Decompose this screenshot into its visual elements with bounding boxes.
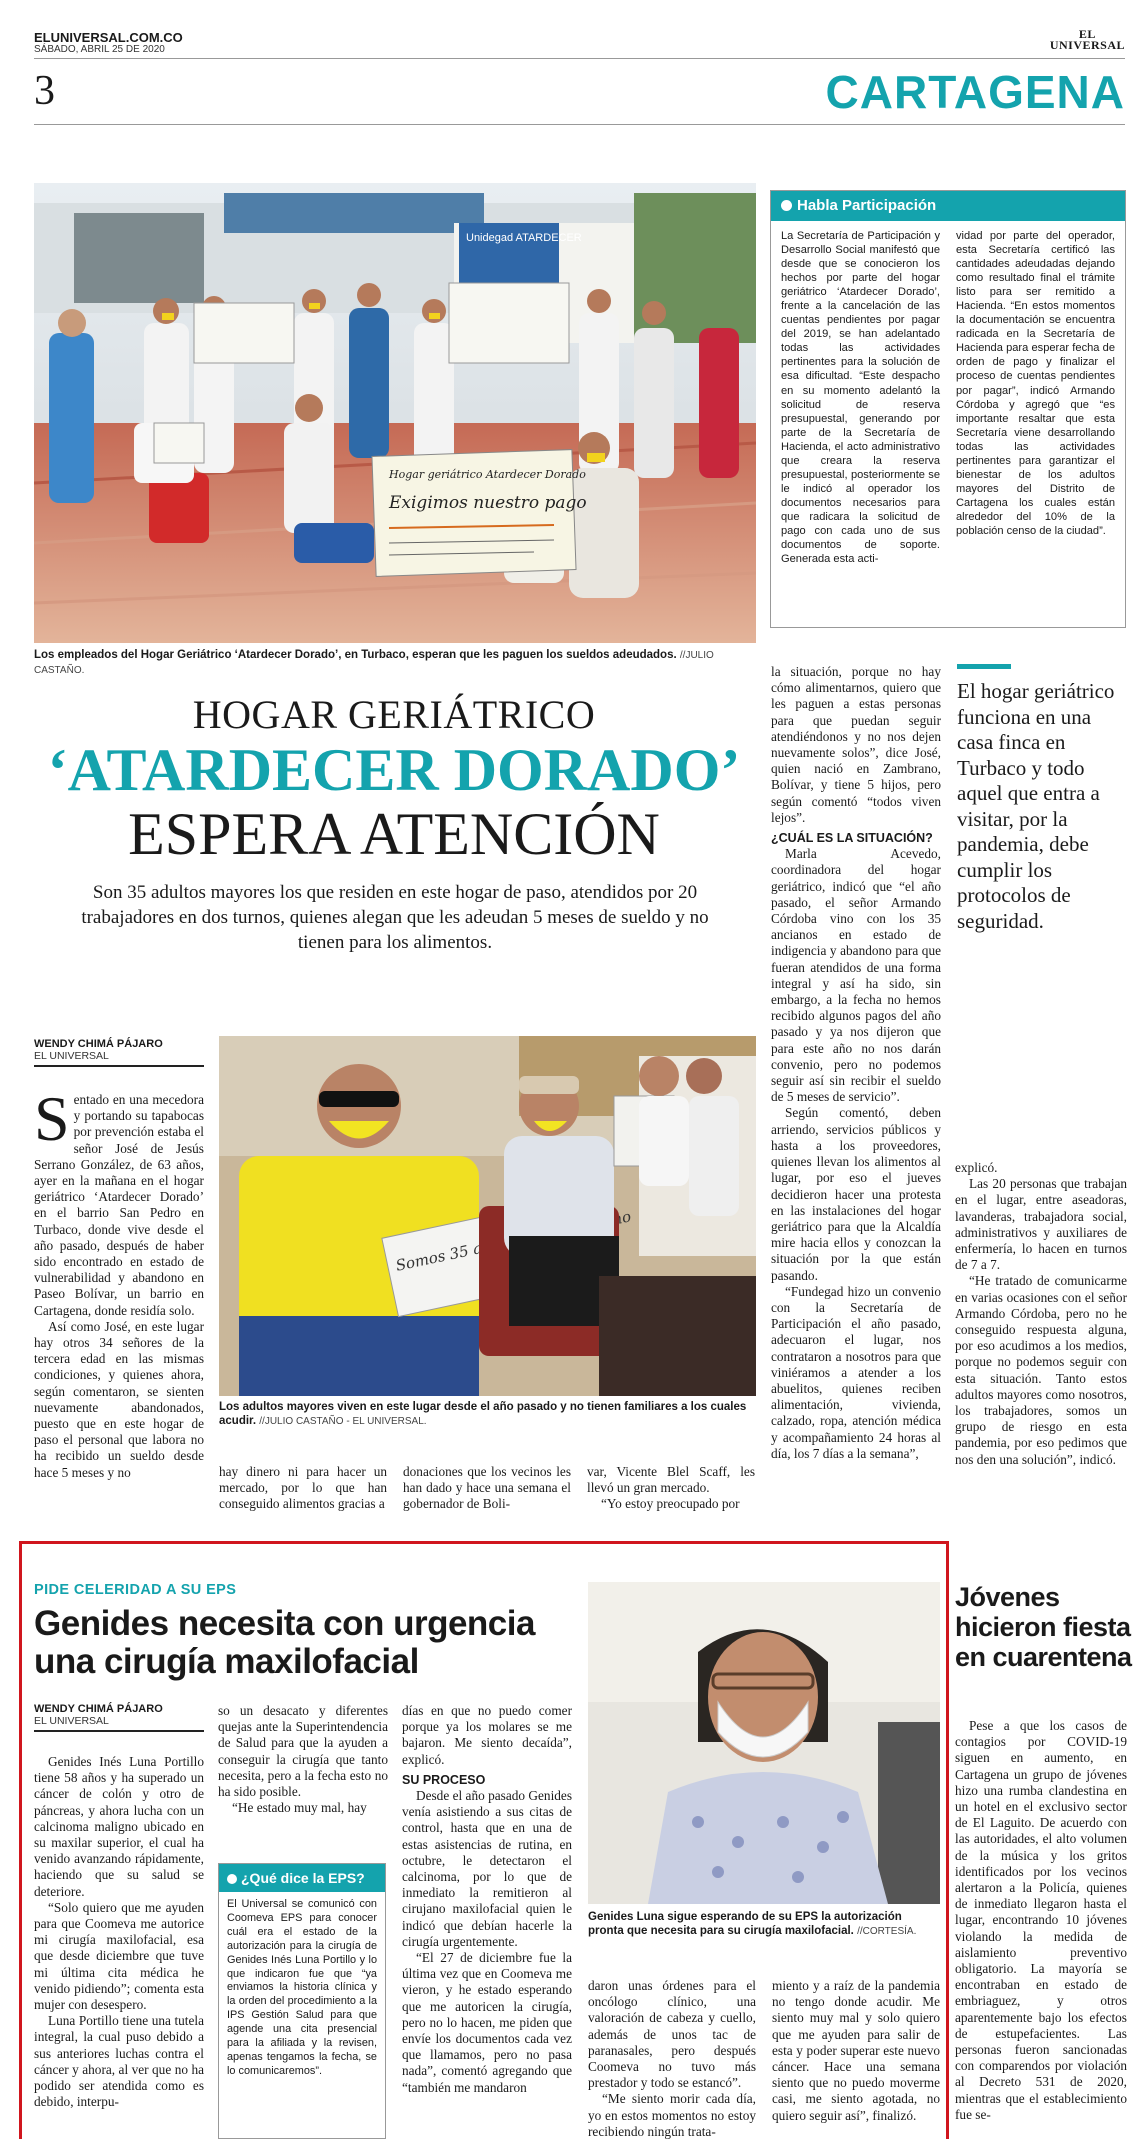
habla-title: Habla Participación: [797, 197, 937, 214]
article1-col5: [771, 664, 941, 1476]
article1-subhead: ¿CUÁL ES LA SITUACIÓN?: [771, 831, 933, 846]
article1-byline: [34, 1038, 204, 1067]
article2-col3-p2: Desde el año pasado Genides venía asistiendo a sus citas de control, hasta que en una de estas asistencias de rutina, en octubre, le detectaron el calcinoma, por lo que de inmediato la remitieron al cirujano maxilofacial quien le indicó que debían hacerle la cirugía urgentemente.: [402, 1788, 572, 1949]
site-url: ELUNIVERSAL.COM.CO: [34, 30, 183, 45]
article1-kicker: HOGAR GERIÁTRICO: [192, 692, 596, 737]
article1-col1-p2: Así como José, en este lugar hay otros 34 señores de la tercera edad en las mismas condiciones, y quienes ahora, según comentaron, se sienten nuevamente abandonados, puesto que en este hogar de paso el personal que labora no ha recibido un sueldo desde hace 5 meses y no: [34, 1318, 204, 1480]
habla-col2: vidad por parte del operador, esta Secretaría certificó las cantidades adeudadas dejando como resultado final el trámite listo para ser remitido a Hacienda. “En estos momentos la documentación se encuentra radicada en la Secretaría de Hacienda para esperar fecha de orden de pago y finalizar el proceso de cuentas pendientes por pagar”, indicó Armando Córdoba y agregó que “es importante resaltar que esta Secretaría viene desarrollando todas las actividades pertinentes para garantizar el bienestar de los adultos mayores del Distrito de Cartagena los cuales están alrededor del 10% de la población censo de la ciudad”.: [956, 230, 1115, 537]
article2-byline: [34, 1703, 204, 1732]
article2-headline: Genides necesita con urgencia una cirugía maxilofacial: [34, 1604, 535, 1681]
elders-photo: [219, 1036, 756, 1396]
logo-bottom: UNIVERSAL: [1049, 38, 1125, 52]
bullet-icon: [227, 1874, 237, 1884]
protest-photo: [34, 183, 756, 643]
article3-body: Pese a que los casos de contagios por COVID-19 siguen en aumento, en Cartagena un grupo de jóvenes hizo una rumba clandestina en un hotel en el exclusivo sector de El Laguito. De acuerdo con las autoridades, el alto volumen de la música y los gritos identificados por los vecinos alertaron a la Policía, quienes de inmediato llegaron hasta el lugar, encontrando 10 jóvenes violando la medida de aislamiento preventivo obligatorio. La mayoría se encontraban en estado de embriaguez, y otros aparentemente bajo los efectos de estupefacientes. Las personas fueron sancionadas con comparendos por violación al Decreto 531 de 2020, mientras que el establecimiento fue se-: [955, 1718, 1127, 2122]
photo3-credit: //CORTESÍA.: [857, 1926, 917, 1937]
article1-col2: [219, 1464, 387, 1513]
habla-participacion-box: [770, 190, 1126, 628]
article3-text: [955, 1718, 1127, 2139]
article1-col5-p4: “Fundegad hizo un convenio con la Secretaría de Participación el año pasado, adecuaron el lugar, nos contrataron a nosotros para que viniéramos a atender a los abuelitos, quienes reciben alimentación, vivienda, calzado, ropa, atención médica y acompañamiento 24 horas al día, los 7 días a la semana”,: [771, 1283, 941, 1461]
article2-col3: [402, 1703, 572, 2139]
dropcap: S: [34, 1092, 70, 1154]
bullet-icon: [781, 200, 792, 211]
photo2-caption: [219, 1400, 756, 1429]
article3-headline: Jóvenes hicieron fiesta en cuarentena: [955, 1582, 1132, 1672]
article2-col4-p1: daron unas órdenes para el oncólogo clínico, una valoración de cabeza y cuello, además de unos tac de paranasales, pero después Coomeva no tuvo más prestador y todo se estancó”.: [588, 1978, 756, 2091]
article1-deck: Son 35 adultos mayores los que residen en este hogar de paso, atendidos por 20 trabajadores en dos turnos, quienes alegan que les adeudan 5 meses de sueldo y no tienen para los alimentos.: [81, 882, 709, 953]
article2-col1-p2: “Solo quiero que me ayuden para que Coomeva me autorice mi cirugía maxilofacial, esa que desde diciembre que tuve mi última cita médica he venido pidiendo”; comenta esta mujer con desespero.: [34, 1899, 204, 2013]
byline2-name: WENDY CHIMÁ PÁJARO: [34, 1703, 163, 1715]
article2-col1-p1: Genides Inés Luna Portillo tiene 58 años y ha superado un cáncer de colón y otro de páncreas, y ahora lucha con un calcinoma maligno ubicado en su maxilar superior, el cual ha venido avanzando rápidamente, haciendo que su salud se deteriore.: [34, 1754, 204, 1899]
article1-col4-p2: “Yo estoy preocupado por: [601, 1496, 740, 1512]
byline2-org: EL UNIVERSAL: [34, 1715, 109, 1727]
photo3-caption: [588, 1910, 940, 1939]
pull-quote-text: El hogar geriátrico funciona en una casa finca en Turbaco y todo aquel que entra a visitar, por la pandemia, debe cumplir los protocolos de seguridad.: [957, 679, 1115, 933]
article2-col1: [34, 1754, 204, 2139]
article2-col2-p2: “He estado muy mal, hay: [232, 1800, 367, 1816]
photo2-credit: //JULIO CASTAÑO - EL UNIVERSAL.: [259, 1416, 427, 1427]
article2-col2: [218, 1703, 388, 1816]
newspaper-logo: [1050, 29, 1125, 51]
photo2-caption-text: Los adultos mayores viven en este lugar desde el año pasado y no tienen familiares a los cuales acudir.: [219, 1401, 747, 1427]
article1-col5-p2: Marla Acevedo, coordinadora del hogar geriátrico, indicó que “el año pasado, el señor Armando Córdoba vino con los 35 ancianos en estado de indigencia y abandono para que fueran atendidos de una forma integral y así ha sido, sin embargo, a la fecha no hemos recibido algunos pagos del año pasado y ya nos dijeron que para este año no nos darán convenio, pero no podemos seguir así sin recibir el sueldo de 5 meses de servicio”.: [771, 846, 941, 1105]
habla-col1: La Secretaría de Participación y Desarrollo Social manifestó que desde que se conocieron los hechos por parte del hogar geriátrico ‘Atardecer Dorado’, frente a la cancelación de las cuentas pendientes por pagar del 2019, se han adelantado todas las actividades pertinentes para la solución de esa dificultad. “Este despacho en su momento adelantó la solicitud de reserva presupuestal, generando por parte de la Secretaría de Hacienda, el acto administrativo que creara la reserva presupuestal, posteriormente se le indicó al operador los documentos necesarios para que radicara la solicitud de pago con cada uno de sus documentos de soporte. Generada esta acti-: [781, 230, 940, 566]
article1-col1-p1: entado en una mecedora y portando su tapabocas por prevención estaba el señor José de Jesús Serrano González, de 63 años, ayer en la mañana en el hogar geriátrico ‘Atardecer Dorado’ en el barrio San Pedro en Turbaco, donde vive desde el año pasado, después de haber sido encontrado en estado de vulnerabilidad y abandono en Paseo Bolívar, un barrio en Cartagena, donde residía solo.: [34, 1092, 204, 1318]
article1-headline-color: ‘ATARDECER DORADO’: [47, 737, 741, 803]
logo-top: EL: [1078, 27, 1096, 41]
byline-org: EL UNIVERSAL: [34, 1050, 109, 1062]
eps-text: El Universal se comunicó con Coomeva EPS para conocer cuál era el estado de la autorización para la cirugía de Genides Inés Luna Portillo y lo que indicaron fue que “ya enviamos la historia clínica y la orden del procedimiento a la IPS Gestión Salud para que agende una cita presencial para la afiliada y la revisen, apenas tengamos la fecha, se lo comunicaremos”.: [227, 1898, 377, 2077]
eps-box: [218, 1863, 386, 2139]
page-number: 3: [34, 68, 55, 114]
protest-sign-text: Hogar geriátrico Atardecer Dorado: [389, 468, 586, 481]
banner-text: Unidegad ATARDECER: [466, 232, 582, 244]
genides-photo: [588, 1582, 940, 1904]
article1-col6: [955, 1160, 1127, 1468]
article2-col2-p1: so un desacato y diferentes quejas ante la Superintendencia de Salud para que la ayuden a conseguir la cirugía que tanto necesita, pero a la fecha esto no ha sido posible.: [218, 1703, 388, 1800]
protest-sign-sub: Exigimos nuestro pago: [389, 493, 587, 513]
article1-col2-text: hay dinero ni para hacer un mercado, por lo que han conseguido alimentos gracias a: [219, 1464, 387, 1512]
photo1-credit: //JULIO CASTAÑO.: [34, 650, 714, 676]
article1-col3: [403, 1464, 571, 1513]
article2-col4-p2: “Me siento morir cada día, yo en estos momentos no estoy recibiendo ningún trata-: [588, 2091, 756, 2139]
eps-title: ¿Qué dice la EPS?: [241, 1870, 365, 1886]
article1-col3-text: donaciones que los vecinos les han dado y hace una semana el gobernador de Boli-: [403, 1464, 571, 1512]
article1-col4-p1: var, Vicente Blel Scaff, les llevó un gran mercado.: [587, 1464, 755, 1496]
byline-rule: [34, 1065, 204, 1067]
article2-col5-p1: miento y a raíz de la pandemia no tengo donde acudir. Me siento muy mal y solo quiero que me ayuden para salir de esta y poder superar este nuevo cáncer. Hace una semana siento que no puedo moverme casi, me siento agotada, no quiero seguir así”, finalizó.: [772, 1978, 940, 2123]
article1-col6-p3: “He tratado de comunicarme en varias ocasiones con el señor Armando Córdoba, pero no he conseguido respuesta alguna, por eso acudimos a los medios, porque no podemos seguir con esta situación. Tanto estos adultos mayores como nosotros, los trabajadores, somos un grupo de riesgo en esta pandemia, por eso pedimos que nos den una solución”, indicó.: [955, 1273, 1127, 1467]
photo3-caption-text: Genides Luna sigue esperando de su EPS la autorización pronta que necesita para su cirugía maxilofacial.: [588, 1911, 902, 1937]
elders-sign-text: Somos 35: [394, 1241, 471, 1275]
photo1-caption-text: Los empleados del Hogar Geriátrico ‘Atardecer Dorado’, en Turbaco, esperan que les paguen los sueldos adeudados.: [34, 649, 677, 661]
article1-col1: [34, 1092, 204, 1522]
byline2-rule: [34, 1730, 204, 1732]
article1-col5-p1: la situación, porque no hay cómo alimentarnos, quiero que les paguen a estas personas para que puedan seguir atendiéndonos y no nos dejen nuevamente solos”, dice José, quien nació en Zambrano, Bolívar, y tiene 5 hijos, pero según comentó “todos viven lejos”.: [771, 664, 941, 825]
article2-col3-p1: días en que no puedo comer porque ya los molares se me bajaron. Me siento decaída”, explicó.: [402, 1703, 572, 1767]
article2-col5: [772, 1978, 940, 2124]
article2-col1-p3: Luna Portillo tiene una tutela integral, la cual puso debido a sus anteriores luchas contra el cáncer y ahora, al ver que no ha podido ser atendida como es debido, interpu-: [34, 2013, 204, 2110]
issue-date: SÁBADO, ABRIL 25 DE 2020: [34, 44, 165, 55]
pull-quote: [957, 664, 1127, 934]
photo1-caption: [34, 648, 756, 678]
section-rule: [34, 124, 1125, 125]
article1-col6-p2: Las 20 personas que trabajan en el lugar, entre aseadoras, lavanderas, trabajadora social, administrativos y auxiliares de enfermería, lo hacen en turnos de 7 a 7.: [955, 1176, 1127, 1273]
pull-quote-bar: [957, 664, 1011, 669]
article2-subhead: SU PROCESO: [402, 1772, 486, 1787]
article1-headline-plain: ESPERA ATENCIÓN: [128, 801, 660, 867]
article2-col3-p3: “El 27 de diciembre fue la última vez que en Coomeva me vieron, y he estado esperando que me autoricen la cirugía, pero no lo hacen, me piden que envíe los documentos cada vez que llamamos, pero no pasa nada”, comentó agregando que “también me mandaron: [402, 1950, 572, 2095]
section-title: CARTAGENA: [825, 66, 1125, 118]
article2-kicker: PIDE CELERIDAD A SU EPS: [34, 1582, 237, 1598]
top-rule: [34, 58, 1125, 59]
article2-col4: [588, 1978, 756, 2139]
habla-header: [771, 191, 1125, 221]
byline-name: WENDY CHIMÁ PÁJARO: [34, 1038, 163, 1050]
article1-col5-p3: Según comentó, deben arriendo, servicios públicos y hasta a los proveedores, quienes llevan los alimentos al lugar, por eso el jueves decidieron hacer una protesta en las instalaciones del hogar geriátrico para que la Alcaldía mire hacia ellos y conozcan la situación por la que están pasando.: [771, 1105, 941, 1283]
article1-col6-p1: explicó.: [955, 1160, 998, 1175]
article1-col4: [587, 1464, 755, 1513]
eps-header: [219, 1864, 385, 1892]
